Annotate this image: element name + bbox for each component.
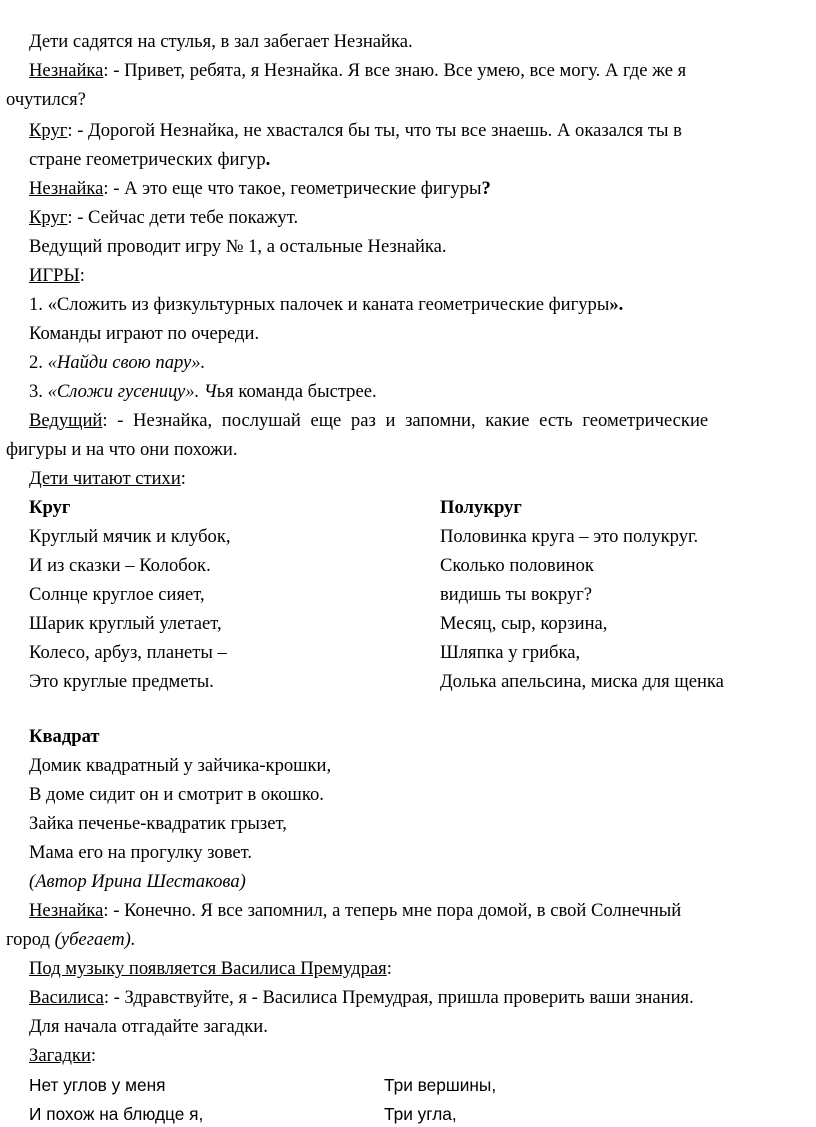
speaker-name: Круг [29, 207, 68, 228]
paragraph-krug-1-cont: стране геометрических фигур. [29, 149, 271, 170]
game-1-note: Команды играют по очереди. [29, 323, 260, 344]
riddle-line: Нет углов у меня [29, 1075, 166, 1095]
poem-line: В доме сидит он и смотрит в окошко. [29, 784, 324, 805]
riddle-line: Три угла, [384, 1104, 457, 1124]
paragraph-neznaika-1-cont: очутился? [6, 89, 86, 110]
poem-line: Круглый мячик и клубок, [29, 526, 231, 547]
poems-heading: Дети читают стихи: [29, 468, 186, 489]
speaker-name: Василиса [29, 987, 104, 1008]
riddle-line: Три вершины, [384, 1075, 497, 1095]
poem-line: Домик квадратный у зайчика-крошки, [29, 755, 332, 776]
poem-line: Шляпка у грибка, [440, 642, 581, 663]
paragraph-host-game: Ведущий проводит игру № 1, а остальные Незнайка. [29, 236, 447, 257]
games-heading: ИГРЫ: [29, 265, 85, 286]
speaker-name: Незнайка [29, 900, 104, 921]
paragraph-neznaika-1: Незнайка: - Привет, ребята, я Незнайка. Я все знаю. Все умею, все могу. А где же я [29, 60, 687, 81]
riddles-heading: Загадки: [29, 1045, 97, 1066]
poem-title-polukrug: Полукруг [440, 497, 522, 518]
poem-line: Долька апельсина, миска для щенка [440, 671, 724, 692]
poem-line: Сколько половинок [440, 555, 594, 576]
paragraph-krug-2: Круг: - Сейчас дети тебе покажут. [29, 207, 299, 228]
poem-line: Солнце круглое сияет, [29, 584, 205, 605]
paragraph-host-cont: фигуры и на что они похожи. [6, 439, 238, 460]
poem-line: видишь ты вокруг? [440, 584, 593, 605]
poem-line: Месяц, сыр, корзина, [440, 613, 608, 634]
poem-line: Мама его на прогулку зовет. [29, 842, 253, 863]
poem-line: Половинка круга – это полукруг. [440, 526, 699, 547]
paragraph-intro: Дети садятся на стулья, в зал забегает Незнайка. [29, 31, 413, 52]
speaker-name: Незнайка [29, 178, 104, 199]
speaker-name: Круг [29, 120, 68, 141]
paragraph-music: Под музыку появляется Василиса Премудрая: [29, 958, 392, 979]
paragraph-neznaika-2: Незнайка: - А это еще что такое, геометрические фигуры? [29, 178, 491, 199]
poem-author: (Автор Ирина Шестакова) [29, 871, 246, 892]
riddle-line: И похож на блюдце я, [29, 1104, 204, 1124]
poem-title-krug: Круг [29, 497, 71, 518]
poem-line: И из сказки – Колобок. [29, 555, 211, 576]
paragraph-vasilisa: Василиса: - Здравствуйте, я - Василиса Премудрая, пришла проверить ваши знания. [29, 987, 694, 1008]
game-2: 2. «Найди свою пару». [29, 352, 206, 373]
paragraph-neznaika-3-cont: город (убегает). [6, 929, 136, 950]
poem-line: Колесо, арбуз, планеты – [29, 642, 227, 663]
paragraph-host: Ведущий: - Незнайка, послушай еще раз и запомни, какие есть геометрические [29, 410, 709, 431]
poem-title-kvadrat: Квадрат [29, 726, 100, 747]
poem-line: Зайка печенье-квадратик грызет, [29, 813, 287, 834]
speaker-name: Ведущий [29, 410, 103, 431]
poem-line: Шарик круглый улетает, [29, 613, 222, 634]
paragraph-neznaika-3: Незнайка: - Конечно. Я все запомнил, а теперь мне пора домой, в свой Солнечный [29, 900, 682, 921]
speaker-name: Незнайка [29, 60, 104, 81]
paragraph-vasilisa-cont: Для начала отгадайте загадки. [29, 1016, 268, 1037]
paragraph-krug-1: Круг: - Дорогой Незнайка, не хвастался бы ты, что ты все знаешь. А оказался ты в [29, 120, 682, 141]
game-3: 3. «Сложи гусеницу». Чья команда быстрее. [29, 381, 377, 402]
poem-line: Это круглые предметы. [29, 671, 214, 692]
game-1: 1. «Сложить из физкультурных палочек и каната геометрические фигуры». [29, 294, 624, 315]
